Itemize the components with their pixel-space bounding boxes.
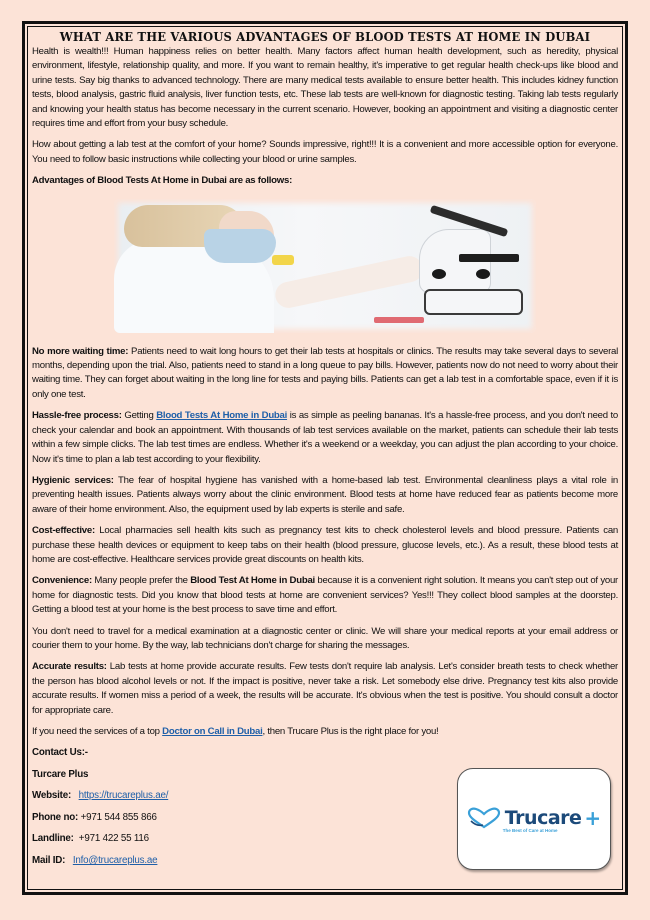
microscope-knob-icon: [432, 269, 446, 279]
section-cost-effective: Cost-effective: Local pharmacies sell health kits such as pregnancy test kits to check cholesterol levels and blood pressure. Patients can purchase these health devices or equipment to keep tabs on their health (blood pressure, glucose levels, etc.). As a result, these blood tests at home are cost-effective. Healthcare services provide great discounts on health kits.: [32, 525, 618, 565]
gloved-hand-shape: [273, 253, 425, 310]
microscope-stage-icon: [459, 254, 519, 262]
logo-wordmark: Trucare: [504, 806, 582, 829]
comfort-paragraph: How about getting a lab test at the comfort of your home? Sounds impressive, right!!! It is a convenient and more accessible option for everyone. You need to follow basic instructions while collecting your blood or urine samples.: [32, 139, 618, 165]
phone-row: Phone no: +971 544 855 866: [32, 811, 157, 823]
blood-tests-at-home-link[interactable]: Blood Tests At Home in Dubai: [156, 410, 288, 422]
face-mask-shape: [204, 229, 276, 263]
company-name: Turcare Plus: [32, 768, 89, 780]
phone-value: +971 544 855 866: [80, 811, 157, 823]
section-travel: You don't need to travel for a medical examination at a diagnostic center or clinic. We will share your medical reports at your email address or courier them to your home. By the way, lab technicians don't charge for sharing the messages.: [32, 625, 618, 651]
mail-row: Mail ID: Info@trucareplus.ae: [32, 854, 158, 866]
contact-heading: Contact Us:-: [32, 747, 88, 759]
doctor-on-call-link[interactable]: Doctor on Call in Dubai: [162, 726, 263, 737]
microscope-knob-icon: [476, 269, 490, 279]
section-accurate: Accurate results: Lab tests at home provide accurate results. Few tests don't require lab analysis. Let's consider breath tests to check whether the person has blood alcohol levels or not. If the impact is positive, never take a risk. Let somebody else drive. Pregnancy test kits also provide accurate results. If women miss a period of a week, the results will be accurate. It's obvious when the test is positive. You should consult a doctor for appropriate care.: [32, 661, 618, 716]
blood-slide-shape: [374, 317, 424, 323]
document-body: [32, 30, 618, 875]
website-row: Website: https://trucareplus.ae/: [32, 790, 169, 802]
lab-technician-image: [114, 199, 536, 333]
heart-icon: [467, 807, 501, 829]
closing-paragraph: If you need the services of a top Doctor on Call in Dubai, then Trucare Plus is the right place for you!: [32, 726, 439, 737]
page-title: WHAT ARE THE VARIOUS ADVANTAGES OF BLOOD TESTS AT HOME IN DUBAI: [59, 29, 591, 45]
yellow-flask-shape: [272, 255, 294, 265]
section-hygienic: Hygienic services: The fear of hospital hygiene has vanished with a home-based lab test. Environmental cleanliness plays a vital role in preventing health issues. Patients always worry about the clinic environment. Blood tests at home have reduced fear as patients become more aware of their home environment. Also, the equipment used by lab experts is sterile and safe.: [32, 474, 618, 515]
landline-value: +971 422 55 116: [78, 833, 149, 845]
section-convenience: Convenience: Many people prefer the Blood Test At Home in Dubai because it is a convenient right solution. It means you can't step out of your home for diagnostic tests. Did you know that blood tests at home are convenient services? Yes!!! They collect blood samples at the doorstep. Getting a blood test at your home is the best process to save time and effort.: [32, 575, 618, 616]
advantages-heading: Advantages of Blood Tests At Home in Dubai are as follows:: [32, 175, 293, 187]
landline-row: Landline: +971 422 55 116: [32, 833, 149, 845]
microscope-base-icon: [424, 289, 523, 315]
plus-icon: +: [584, 805, 602, 830]
website-link[interactable]: https://trucareplus.ae/: [78, 790, 169, 802]
logo-tagline: The Best of Care at Home: [502, 827, 558, 833]
trucare-logo: [457, 768, 611, 870]
intro-paragraph: Health is wealth!!! Human happiness relies on better health. Many factors affect human health development, such as heredity, physical environment, lifestyle, relationship quality, and more. If you want to remain healthy, it's imperative to get regular health check-ups like blood and urine tests. Say big thanks to advanced technology. There are many medical tests available to ensure better health. This includes kidney function tests, blood analysis, gastric fluid analysis, liver function tests, etc. These lab tests are well-known for diagnostic testing. Taking lab tests regularly and knowing your health status has become necessary in the current scenario. However, booking an appointment and visiting a diagnostic center requires time and effort from your busy schedule.: [32, 46, 618, 130]
section-no-waiting: No more waiting time: Patients need to wait long hours to get their lab tests at hospitals or clinics. The results may take several days to several months, depending upon the trial. Also, patients need to stand in a long queue to pay bills. However, patients now do not need to worry about their waiting time. They can forget about waiting in the long line for tests and paying bills. Patients can get a lab test in a comfortable space, even if it is only one test.: [32, 345, 619, 400]
email-link[interactable]: Info@trucareplus.ae: [72, 854, 158, 866]
section-hassle-free: Hassle-free process: Getting Blood Tests At Home in Dubai is as simple as peeling bananas. It's a hassle-free process, and you don't need to check your calendar and book an appointment. With thousands of lab test services available on the market, patients can schedule their lab tests within a few simple clicks. The lab test times are endless. Whether it's a weekend or a weekday, you can adjust the plan according to your choice. Now it's time to plan a lab test according to your flexibility.: [32, 410, 619, 465]
